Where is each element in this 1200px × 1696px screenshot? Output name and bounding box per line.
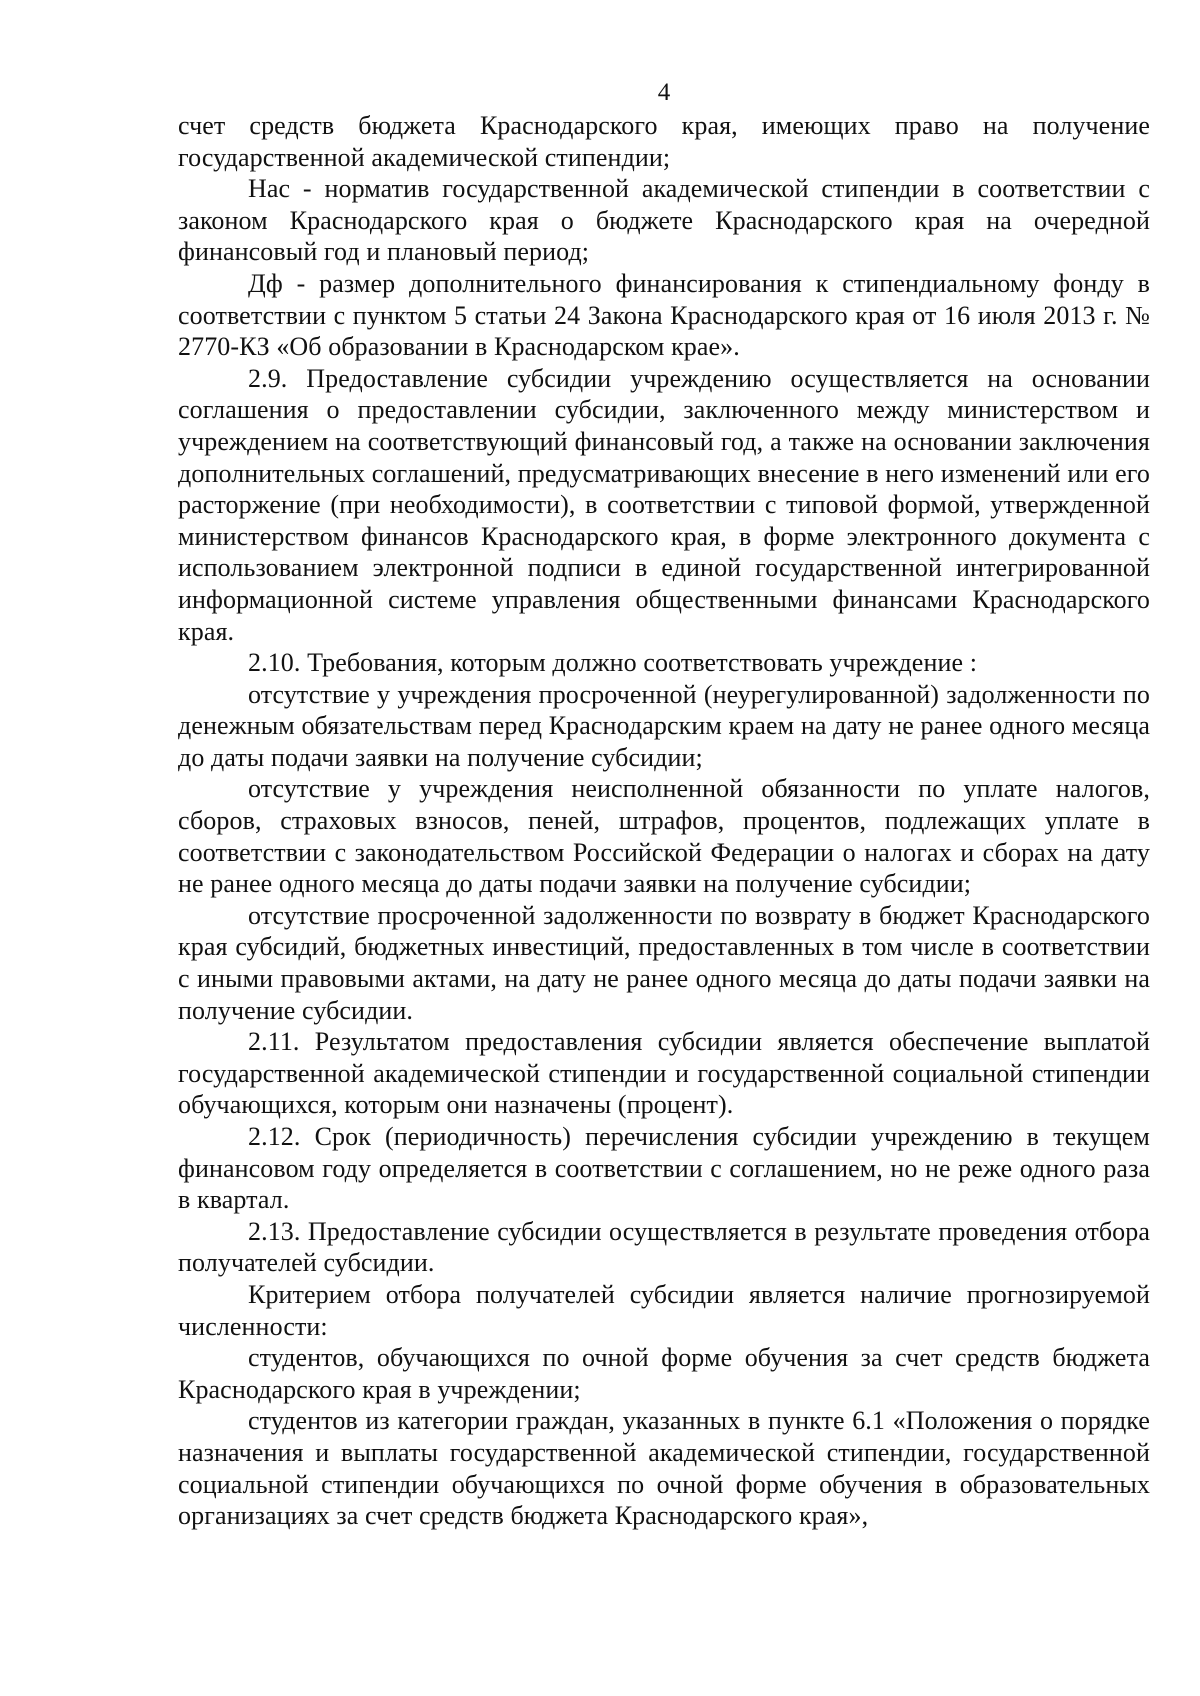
page-number: 4 bbox=[657, 79, 671, 106]
paragraph: студентов из категории граждан, указанных в пункте 6.1 «Положения о порядке назначения и выплаты государственной академической стипендии, государственной социальной стипендии обучающихся по очной форме обучения в образовательных организациях за счет средств бюджета Краснодарского края», bbox=[178, 1406, 1150, 1531]
paragraph: Нас - норматив государственной академической стипендии в соответствии с законом Краснодарского края о бюджете Краснодарского края на очередной финансовый год и плановый период; bbox=[178, 174, 1150, 267]
paragraph: 2.10. Требования, которым должно соответствовать учреждение : bbox=[248, 648, 978, 678]
paragraph: 2.9. Предоставление субсидии учреждению осуществляется на основании соглашения о предоставлении субсидии, заключенного между министерством и учреждением на соответствующий финансовый год, а также на основании заключения дополнительных соглашений, предусматривающих внесение в него изменений или его расторжение (при необходимости), в соответствии с типовой формой, утвержденной министерством финансов Краснодарского края, в форме электронного документа с использованием электронной подписи в единой государственной интегрированной информационной системе управления общественными финансами Краснодарского края. bbox=[178, 363, 1150, 646]
paragraph: отсутствие у учреждения неисполненной обязанности по уплате налогов, сборов, страховых взносов, пеней, штрафов, процентов, подлежащих уплате в соответствии с законодательством Российской Федерации о налогах и сборах на дату не ранее одного месяца до даты подачи заявки на получение субсидии; bbox=[178, 774, 1150, 899]
paragraph: 2.12. Срок (периодичность) перечисления субсидии учреждению в текущем финансовом году определяется в соответствии с соглашением, но не реже одного раза в квартал. bbox=[178, 1122, 1150, 1215]
paragraph: отсутствие просроченной задолженности по возврату в бюджет Краснодарского края субсидий, бюджетных инвестиций, предоставленных в том числе в соответствии с иными правовыми актами, на дату не ранее одного месяца до даты подачи заявки на получение субсидии. bbox=[178, 900, 1150, 1025]
paragraph: Дф - размер дополнительного финансирования к стипендиальному фонду в соответствии с пунктом 5 статьи 24 Закона Краснодарского края от 16 июля 2013 г. № 2770-КЗ «Об образовании в Краснодарском крае». bbox=[178, 268, 1150, 362]
paragraph: студентов, обучающихся по очной форме обучения за счет средств бюджета Краснодарского края в учреждении; bbox=[178, 1343, 1150, 1404]
paragraph: 2.11. Результатом предоставления субсидии является обеспечение выплатой государственной академической стипендии и государственной социальной стипендии обучающихся, которым они назначены (процент). bbox=[178, 1027, 1150, 1120]
document-body bbox=[178, 110, 1150, 1532]
paragraph: отсутствие у учреждения просроченной (неурегулированной) задолженности по денежным обязательствам перед Краснодарским краем на дату не ранее одного месяца до даты подачи заявки на получение субсидии; bbox=[178, 679, 1150, 772]
paragraph: 2.13. Предоставление субсидии осуществляется в результате проведения отбора получателей субсидии. bbox=[178, 1216, 1150, 1278]
paragraph: счет средств бюджета Краснодарского края, имеющих право на получение государственной академической стипендии; bbox=[178, 111, 1150, 172]
paragraph: Критерием отбора получателей субсидии является наличие прогнозируемой численности: bbox=[178, 1279, 1150, 1341]
